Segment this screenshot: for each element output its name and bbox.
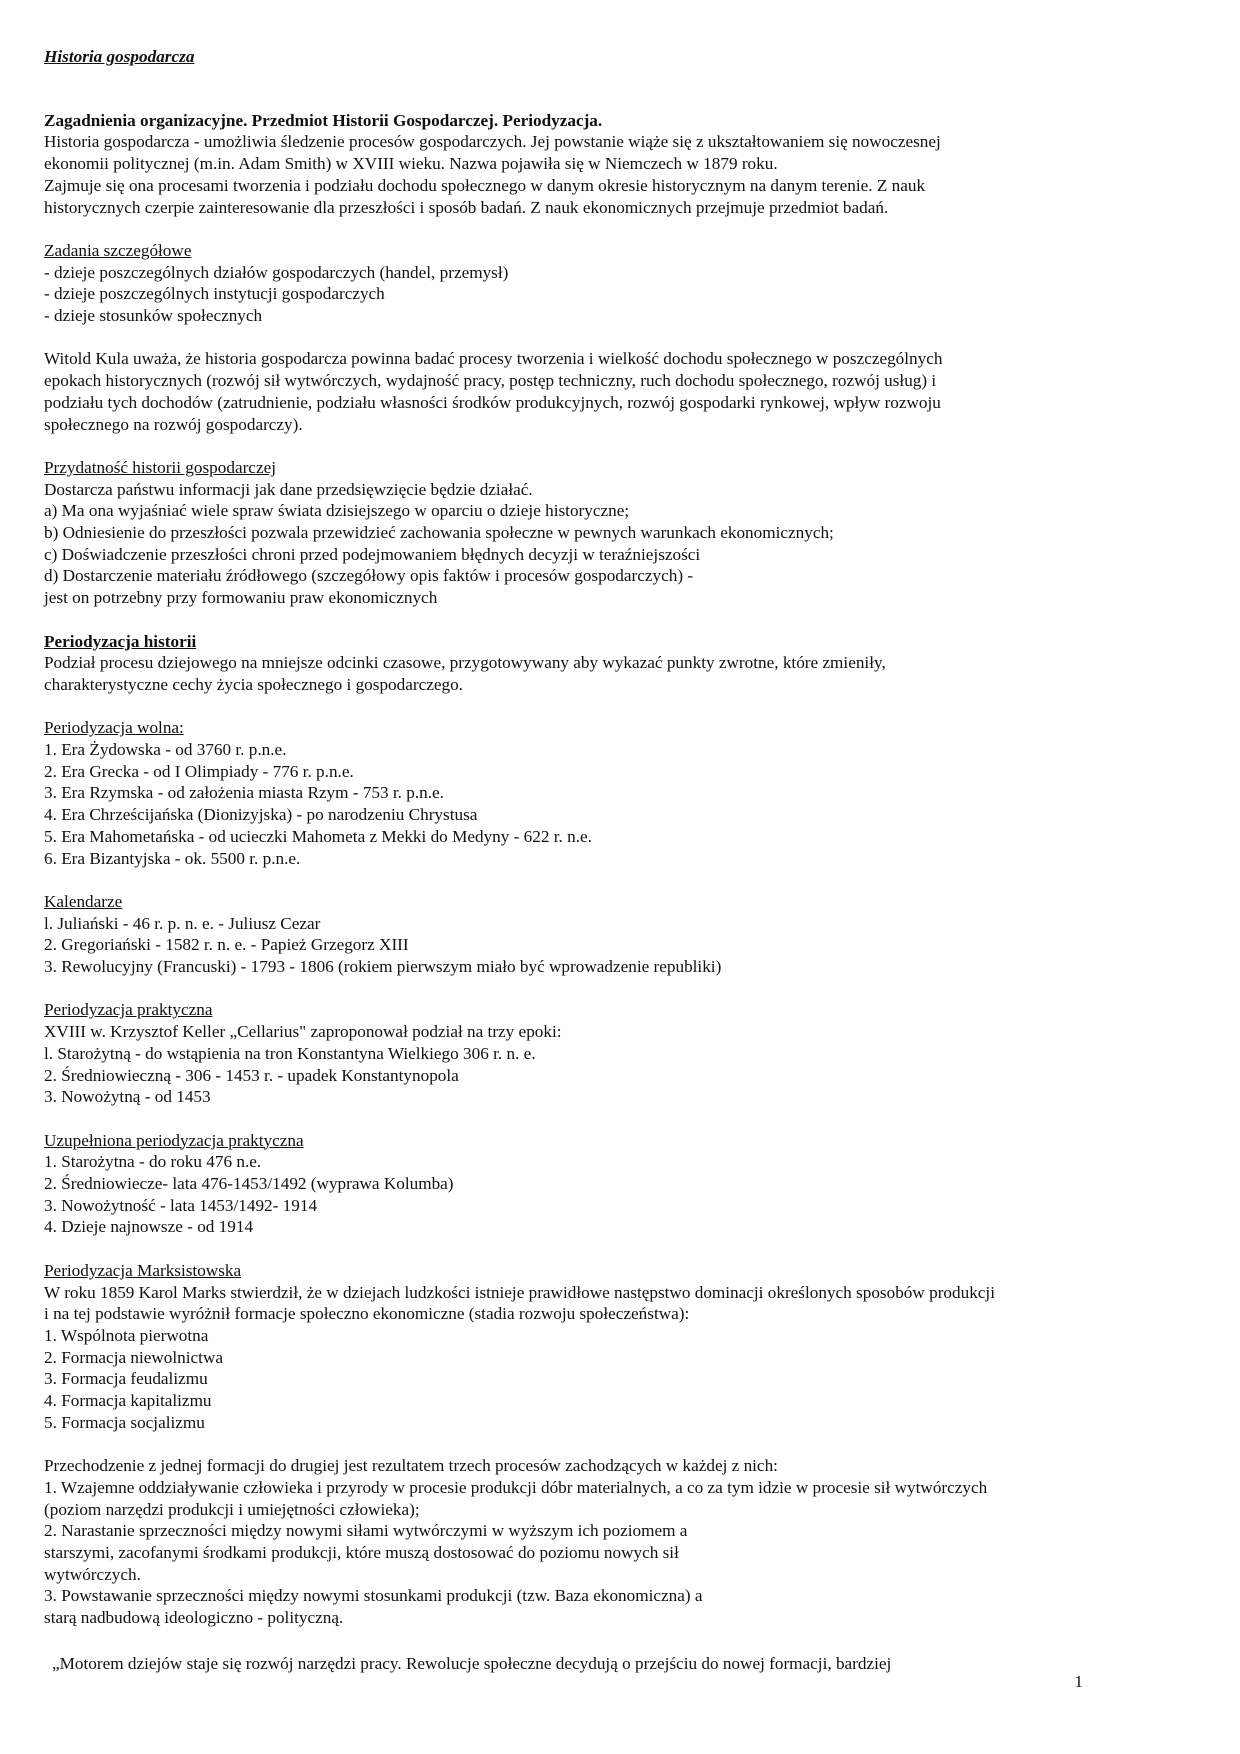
paragraph-line: podziału tych dochodów (zatrudnienie, podziału własności środków produkcyjnych, rozwój gospodarki rynkowej, wpływ rozwoju <box>44 392 941 412</box>
list-item: 2. Średniowieczną - 306 - 1453 r. - upadek Konstantynopola <box>44 1065 459 1085</box>
list-item: jest on potrzebny przy formowaniu praw ekonomicznych <box>44 588 438 608</box>
list-item: b) Odniesienie do przeszłości pozwala przewidzieć zachowania społeczne w pewnych warunkach ekonomicznych; <box>44 523 834 543</box>
paragraph-line: Witold Kula uważa, że historia gospodarcza powinna badać procesy tworzenia i wielkość dochodu społecznego w poszczególnych <box>44 349 943 369</box>
list-item: (poziom narzędzi produkcji i umiejętności człowieka); <box>44 1499 420 1519</box>
paragraph-line: epokach historycznych (rozwój sił wytwórczych, wydajność pracy, postęp techniczny, ruch dochodu społecznego, rozwój usług) i <box>44 371 937 391</box>
section-heading-zadania: Zadania szczegółowe <box>44 240 192 260</box>
paragraph-line: Podział procesu dziejowego na mniejsze odcinki czasowe, przygotowywany aby wykazać punkty zwrotne, które zmieniły, <box>44 653 886 673</box>
quote-line: „Motorem dziejów staje się rozwój narzędzi pracy. Rewolucje społeczne decydują o przejściu do nowej formacji, bardziej <box>52 1653 892 1673</box>
list-item: d) Dostarczenie materiału źródłowego (szczegółowy opis faktów i procesów gospodarczych) - <box>44 566 694 586</box>
list-item: 2. Formacja niewolnictwa <box>44 1347 223 1367</box>
list-item: - dzieje stosunków społecznych <box>44 306 263 326</box>
list-item: 3. Formacja feudalizmu <box>44 1369 208 1389</box>
paragraph-line: XVIII w. Krzysztof Keller „Cellarius" zaproponował podział na trzy epoki: <box>44 1022 562 1042</box>
list-item: 1. Era Żydowska - od 3760 r. p.n.e. <box>44 740 287 760</box>
page-number: 1 <box>1074 1672 1083 1691</box>
list-item: 1. Starożytna - do roku 476 n.e. <box>44 1152 262 1172</box>
section-heading-uzupelniona: Uzupełniona periodyzacja praktyczna <box>44 1130 304 1150</box>
list-item: l. Starożytną - do wstąpienia na tron Konstantyna Wielkiego 306 r. n. e. <box>44 1043 536 1063</box>
list-item: 5. Formacja socjalizmu <box>44 1412 205 1432</box>
paragraph-line: Zajmuje się ona procesami tworzenia i podziału dochodu społecznego w danym okresie historycznym na danym terenie. Z nauk <box>44 175 926 195</box>
list-item: 3. Nowożytną - od 1453 <box>44 1087 211 1107</box>
list-item: wytwórczych. <box>44 1564 141 1584</box>
section-heading-periodyzacja: Periodyzacja historii <box>44 631 197 651</box>
list-item: 2. Era Grecka - od I Olimpiady - 776 r. p.n.e. <box>44 761 354 781</box>
list-item: l. Juliański - 46 r. p. n. e. - Juliusz Cezar <box>44 913 321 933</box>
list-item: starszymi, zacofanymi środkami produkcji, które muszą dostosować do poziomu nowych sił <box>44 1542 679 1562</box>
document-title: Historia gospodarcza <box>44 47 195 66</box>
list-item: 2. Narastanie sprzeczności między nowymi siłami wytwórczymi w wyższym ich poziomem a <box>44 1521 688 1541</box>
paragraph-line: Historia gospodarcza - umożliwia śledzenie procesów gospodarczych. Jej powstanie wiąże się z ukształtowaniem się nowoczesnej <box>44 132 941 152</box>
paragraph-line: historycznych czerpie zainteresowanie dla przeszłości i sposób badań. Z nauk ekonomicznych przejmuje przedmiot badań. <box>44 197 889 217</box>
intro-heading: Zagadnienia organizacyjne. Przedmiot Historii Gospodarczej. Periodyzacja. <box>44 110 603 130</box>
list-item: a) Ma ona wyjaśniać wiele spraw świata dzisiejszego w oparciu o dzieje historyczne; <box>44 501 630 521</box>
paragraph-line: charakterystyczne cechy życia społecznego i gospodarczego. <box>44 674 463 694</box>
list-item: 5. Era Mahometańska - od ucieczki Mahometa z Mekki do Medyny - 622 r. n.e. <box>44 826 592 846</box>
paragraph-line: Dostarcza państwu informacji jak dane przedsięwzięcie będzie działać. <box>44 479 533 499</box>
section-heading-wolna: Periodyzacja wolna: <box>44 718 184 738</box>
list-item: 4. Dzieje najnowsze - od 1914 <box>44 1217 254 1237</box>
list-item: 2. Gregoriański - 1582 r. n. e. - Papież Grzegorz XIII <box>44 935 409 955</box>
list-item: 3. Nowożytność - lata 1453/1492- 1914 <box>44 1195 318 1215</box>
paragraph-line: Przechodzenie z jednej formacji do drugiej jest rezultatem trzech procesów zachodzących w każdej z nich: <box>44 1456 778 1476</box>
list-item: - dzieje poszczególnych działów gospodarczych (handel, przemysł) <box>44 262 509 282</box>
list-item: 3. Rewolucyjny (Francuski) - 1793 - 1806 (rokiem pierwszym miało być wprowadzenie republiki) <box>44 957 722 977</box>
section-heading-praktyczna: Periodyzacja praktyczna <box>44 1000 213 1020</box>
list-item: 1. Wzajemne oddziaływanie człowieka i przyrody w procesie produkcji dóbr materialnych, a co za tym idzie w procesie sił wytwórczych <box>44 1477 988 1497</box>
section-heading-przydatnosc: Przydatność historii gospodarczej <box>44 457 276 477</box>
list-item: c) Doświadczenie przeszłości chroni przed podejmowaniem błędnych decyzji w teraźniejszości <box>44 544 701 564</box>
list-item: 3. Era Rzymska - od założenia miasta Rzym - 753 r. p.n.e. <box>44 783 444 803</box>
list-item: 4. Era Chrześcijańska (Dionizyjska) - po narodzeniu Chrystusa <box>44 805 478 825</box>
list-item: starą nadbudową ideologiczno - polityczną. <box>44 1608 344 1628</box>
list-item: - dzieje poszczególnych instytucji gospodarczych <box>44 284 385 304</box>
section-heading-marksistowska: Periodyzacja Marksistowska <box>44 1260 242 1280</box>
paragraph-line: i na tej podstawie wyróżnił formacje społeczno ekonomiczne (stadia rozwoju społeczeństwa): <box>44 1304 690 1324</box>
list-item: 4. Formacja kapitalizmu <box>44 1391 212 1411</box>
section-heading-kalendarze: Kalendarze <box>44 891 123 911</box>
paragraph-line: ekonomii politycznej (m.in. Adam Smith) w XVIII wieku. Nazwa pojawiła się w Niemczech w 1879 roku. <box>44 154 778 174</box>
paragraph-line: społecznego na rozwój gospodarczy). <box>44 414 303 434</box>
list-item: 1. Wspólnota pierwotna <box>44 1325 209 1345</box>
list-item: 3. Powstawanie sprzeczności między nowymi stosunkami produkcji (tzw. Baza ekonomiczna) a <box>44 1586 703 1606</box>
paragraph-line: W roku 1859 Karol Marks stwierdził, że w dziejach ludzkości istnieje prawidłowe następstwo dominacji określonych sposobów produkcji <box>44 1282 995 1302</box>
list-item: 2. Średniowiecze- lata 476-1453/1492 (wyprawa Kolumba) <box>44 1174 454 1194</box>
list-item: 6. Era Bizantyjska - ok. 5500 r. p.n.e. <box>44 848 301 868</box>
